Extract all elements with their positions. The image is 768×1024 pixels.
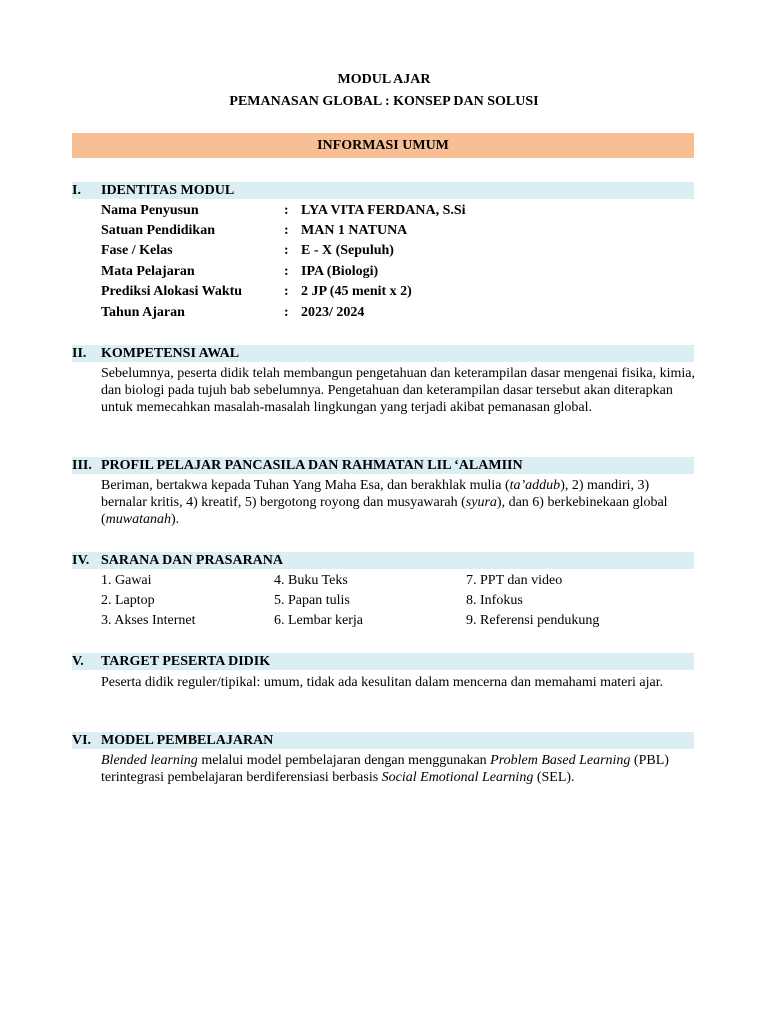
identity-row-fase xyxy=(101,241,694,261)
kompetensi-paragraph: Sebelumnya, peserta didik telah membangun pengetahuan dan keterampilan dasar mengenai fisika, kimia, dan biologi pada tujuh bab sebelumnya. Pengetahuan dan keterampilan dasar tersebut akan diterapkan untuk memecahkan masalah-masalah lingkungan yang terjadi akibat pemanasan global. xyxy=(101,366,696,415)
section-sarana-header xyxy=(72,552,694,569)
section-title: IDENTITAS MODUL xyxy=(101,183,235,198)
list-item: 7. PPT dan video xyxy=(466,573,563,588)
identity-value: MAN 1 NATUNA xyxy=(301,223,408,238)
section-profil-header xyxy=(72,457,694,474)
document-subtitle: PEMANASAN GLOBAL : KONSEP DAN SOLUSI xyxy=(229,94,539,109)
section-title: PROFIL PELAJAR PANCASILA DAN RAHMATAN LIL ‘ALAMIIN xyxy=(101,458,523,473)
identity-row-tahun xyxy=(101,303,694,323)
identity-label: Nama Penyusun xyxy=(101,203,199,218)
section-title: SARANA DAN PRASARANA xyxy=(101,553,284,568)
target-paragraph: Peserta didik reguler/tipikal: umum, tidak ada kesulitan dalam mencerna dan memahami materi ajar. xyxy=(101,675,664,690)
identity-label: Mata Pelajaran xyxy=(101,264,195,279)
identity-row-penyusun xyxy=(101,201,694,221)
section-identitas-header xyxy=(72,182,694,199)
section-title: KOMPETENSI AWAL xyxy=(101,346,240,361)
list-item: 6. Lembar kerja xyxy=(274,613,364,628)
section-number: I. xyxy=(72,183,81,198)
section-number: V. xyxy=(72,654,84,669)
identity-colon: : xyxy=(284,264,289,279)
profil-paragraph: Beriman, bertakwa kepada Tuhan Yang Maha Esa, dan berakhlak mulia (ta’addub), 2) mandiri, 3) bernalar kritis, 4) kreatif, 5) bergotong royong dan musyawarah (syura), dan 6) berkebinekaan global (muwatanah). xyxy=(101,478,668,527)
identity-label: Fase / Kelas xyxy=(101,243,173,258)
identity-colon: : xyxy=(284,284,289,299)
document-title: MODUL AJAR xyxy=(337,72,431,87)
list-item: 5. Papan tulis xyxy=(274,593,350,608)
identity-colon: : xyxy=(284,305,289,320)
identity-value: E - X (Sepuluh) xyxy=(301,243,394,258)
identity-value: 2023/ 2024 xyxy=(301,305,365,320)
identity-value: LYA VITA FERDANA, S.Si xyxy=(301,203,466,218)
section-number: III. xyxy=(72,458,92,473)
section-title: MODEL PEMBELAJARAN xyxy=(101,733,274,748)
identity-row-mapel xyxy=(101,262,694,282)
list-item: 4. Buku Teks xyxy=(274,573,348,588)
list-item: 9. Referensi pendukung xyxy=(466,613,600,628)
identity-label: Prediksi Alokasi Waktu xyxy=(101,284,243,299)
section-number: IV. xyxy=(72,553,90,568)
identity-row-alokasi xyxy=(101,282,694,302)
list-item: 8. Infokus xyxy=(466,593,523,608)
identity-colon: : xyxy=(284,223,289,238)
identity-label: Tahun Ajaran xyxy=(101,305,185,320)
identity-colon: : xyxy=(284,203,289,218)
identity-value: IPA (Biologi) xyxy=(301,264,379,279)
section-number: VI. xyxy=(72,733,92,748)
list-item: 2. Laptop xyxy=(101,593,155,608)
section-model-header xyxy=(72,732,694,749)
section-kompetensi-header xyxy=(72,345,694,362)
identity-row-satuan xyxy=(101,221,694,241)
section-title: TARGET PESERTA DIDIK xyxy=(101,654,271,669)
section-number: II. xyxy=(72,346,87,361)
list-item: 3. Akses Internet xyxy=(101,613,196,628)
identity-colon: : xyxy=(284,243,289,258)
model-paragraph: Blended learning melalui model pembelajaran dengan menggunakan Problem Based Learning (PBL) terintegrasi pembelajaran berdiferensiasi berbasis Social Emotional Learning (SEL). xyxy=(101,753,669,785)
info-banner: INFORMASI UMUM xyxy=(72,133,694,158)
identity-label: Satuan Pendidikan xyxy=(101,223,215,238)
section-target-header xyxy=(72,653,694,670)
list-item: 1. Gawai xyxy=(101,573,152,588)
identity-value: 2 JP (45 menit x 2) xyxy=(301,284,412,299)
